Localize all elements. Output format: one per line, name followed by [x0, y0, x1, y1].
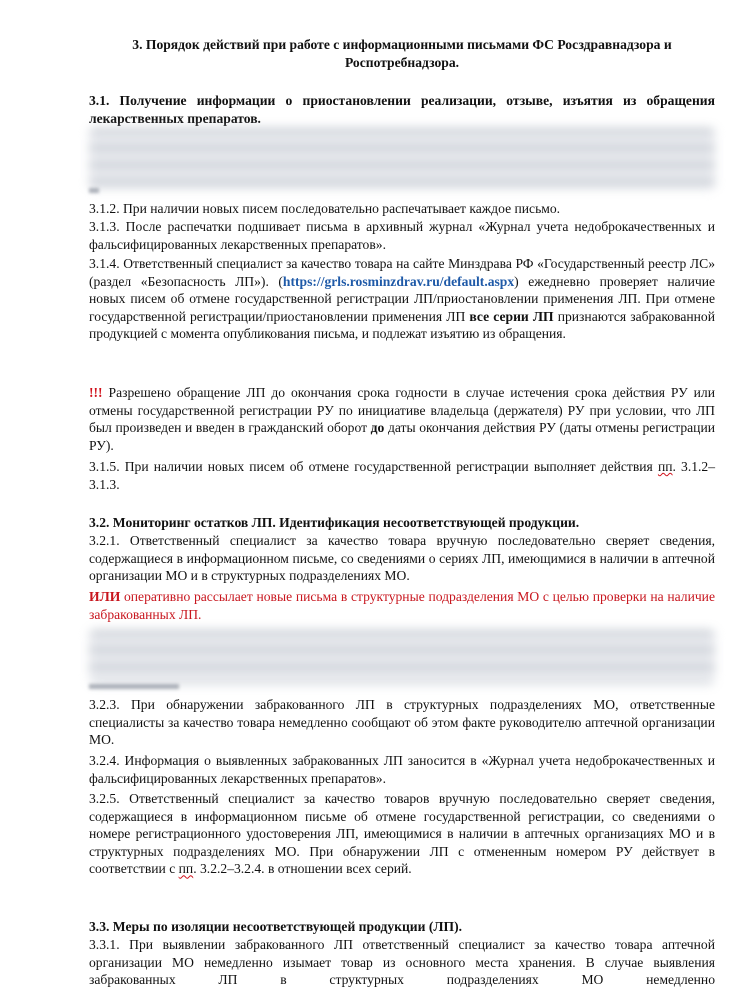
paragraph-3-1-5-text-b: . 3.1.2–3.1.3.	[89, 459, 716, 492]
paragraph-3-2-5-text-a: 3.2.5. Ответственный специалист за качество товаров вручную последовательно сверяет сведения, содержащиеся в информационном письме об отмене государственной регистрации, со сведениями о номере регистрационного удостоверения ЛП, имеющимися в наличии в аптечных организациях МО и в структурных подразделениях МО. При обнаружении ЛП с отмененным номером РУ действует в соответствии с	[89, 791, 715, 877]
paragraph-3-1-4-text-b: ) ежедневно проверяет наличие новых писем об отмене государственной регистрации ЛП/приостановлении применения ЛП. При отмене государственной регистрации/приостановлении применения ЛП	[89, 273, 716, 324]
note-text-a: Разрешено обращение ЛП до окончания срока годности в случае истечения срока действия РУ или отмены государственной регистрации РУ по инициативе владельца (держателя) РУ при условии, что ЛП был произведен и введен в гражданский оборот	[89, 385, 715, 436]
blurred-text-tail	[89, 188, 99, 193]
paragraph-3-2-1: 3.2.1. Ответственный специалист за качество товара вручную последовательно сверяет сведения, содержащиеся в информационном письме, со сведениями о сериях ЛП, имеющимися в наличии в аптечной организации МО и в структурных подразделениях МО.	[89, 533, 715, 584]
paragraph-3-1-5-ref: пп	[657, 459, 673, 474]
paragraph-3-2-5-ref: пп	[178, 861, 194, 877]
blurred-text-block	[89, 630, 715, 684]
or-label: ИЛИ	[89, 589, 121, 604]
section-3-1-title: 3.1. Получение информации о приостановлении реализации, отзыве, изъятия из обращения лекарственных препаратов.	[89, 93, 715, 126]
paragraph-3-1-4-text-c: признаются забракованной продукцией с момента опубликования письма, и подлежат изъятию из обращения.	[89, 308, 715, 342]
warning-marker: !!!	[89, 385, 103, 400]
paragraph-3-3-1: 3.3.1. При выявлении забракованного ЛП ответственный специалист за качество товара аптечной организации МО немедленно изымает товар из основного места хранения. В случае выявления забракованных ЛП в структурных подразделениях МО немедленно	[89, 937, 715, 988]
document-heading: 3. Порядок действий при работе с информационными письмами ФС Росздравнадзора и Роспотребнадзора.	[132, 37, 672, 70]
paragraph-3-1-4-text-a: 3.1.4. Ответственный специалист за качество товара на сайте Минздрава РФ «Государственный реестр ЛС» (раздел «Безопасность ЛП»). (	[89, 256, 715, 289]
paragraph-3-2-5-text-b: . 3.2.2–3.2.4. в отношении всех серий.	[193, 861, 412, 877]
grls-link[interactable]: https://grls.rosminzdrav.ru/default.aspx	[282, 273, 515, 289]
paragraph-3-2-3: 3.2.3. При обнаружении забракованного ЛП в структурных подразделениях МО, ответственные специалисты за качество товара немедленно сообщают об этом факте руководителю аптечной организации МО.	[89, 697, 715, 748]
or-paragraph	[89, 588, 715, 623]
paragraph-3-1-4	[89, 255, 715, 343]
note-bold: до	[370, 420, 385, 436]
note-paragraph	[89, 384, 715, 454]
note-text-b: даты окончания действия РУ (даты отмены регистрации РУ).	[89, 420, 715, 453]
section-3-3-title: 3.3. Меры по изоляции несоответствующей продукции (ЛП).	[89, 919, 463, 934]
or-text: оперативно рассылает новые письма в структурные подразделения МО с целью проверки на наличие забракованных ЛП.	[89, 589, 715, 622]
paragraph-3-1-2: 3.1.2. При наличии новых писем последовательно распечатывает каждое письмо.	[89, 201, 561, 216]
blurred-text-block	[89, 128, 715, 190]
paragraph-3-2-5	[89, 790, 715, 878]
section-3-2-title: 3.2. Мониторинг остатков ЛП. Идентификация несоответствующей продукции.	[89, 515, 580, 530]
paragraph-3-1-3: 3.1.3. После распечатки подшивает письма в архивный журнал «Журнал учета недоброкачественных и фальсифицированных лекарственных препаратов».	[89, 219, 715, 252]
paragraph-3-1-5	[89, 458, 715, 493]
paragraph-3-1-4-bold: все серии ЛП	[469, 308, 554, 324]
paragraph-3-1-5-text-a: 3.1.5. При наличии новых писем об отмене государственной регистрации выполняет действия	[89, 459, 658, 474]
blurred-text-tail	[89, 684, 179, 689]
paragraph-3-2-4: 3.2.4. Информация о выявленных забракованных ЛП заносится в «Журнал учета недоброкачественных и фальсифицированных лекарственных препаратов».	[89, 753, 715, 786]
